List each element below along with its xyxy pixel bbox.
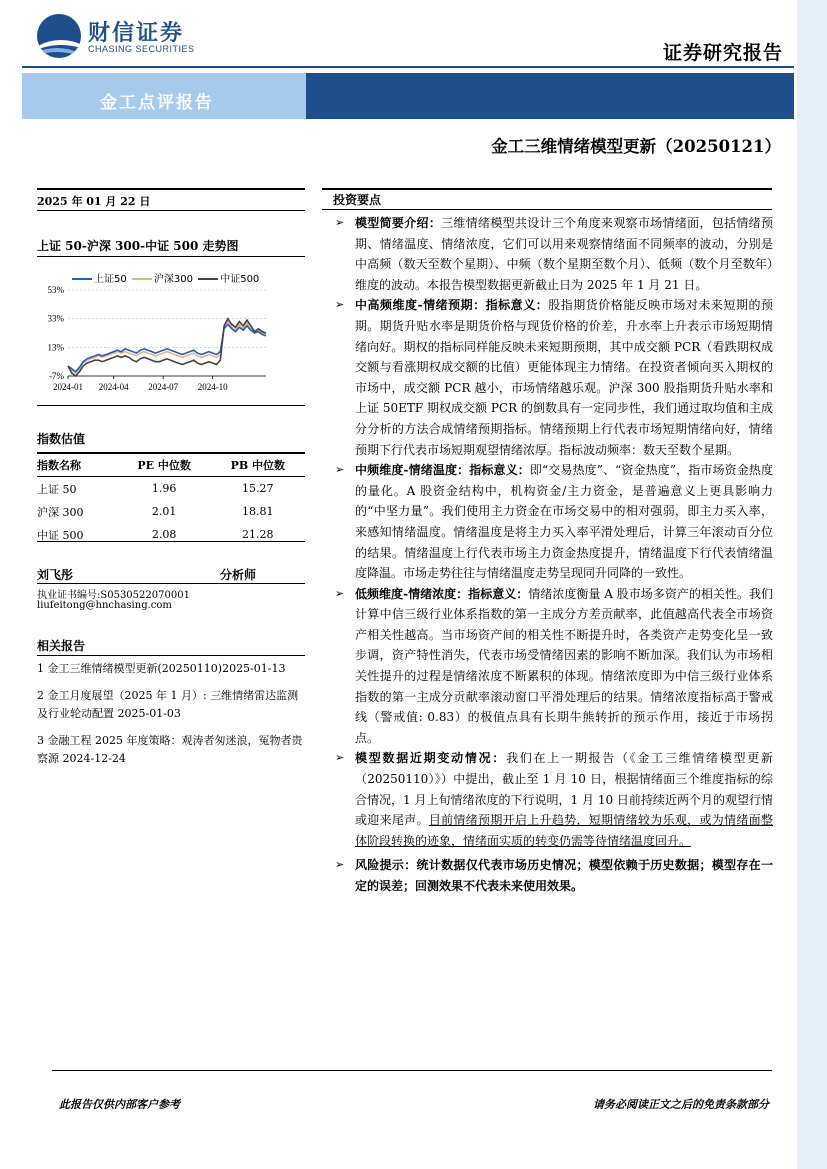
legend-item-3: 中证500: [198, 270, 259, 285]
table-cell: 15.27: [242, 482, 274, 495]
legend-item-1: 上证50: [72, 270, 127, 285]
related-report-item[interactable]: 1 金工三维情绪模型更新(20250110)2025-01-13: [37, 662, 286, 675]
bullet-sentiment-concentration: ➢ 低频维度-情绪浓度：指标意义：情绪浓度衡量 A 股市场多资产的相关性。我们计算中信三级行业体系指数的第一主成分方差贡献率，此值越高代表全市场资产相关性越高。当市场资产间的相关性不断提升时，各类资产走势变化呈一致步调，资产特性消失，代表市场受情绪因素的影响不断加深。我们认为市场相关性提升的过程是情绪浓度不断累积的体现。情绪浓度即为中信三级行业体系指数的第一主成分贡献率滚动窗口平滑处理后的结果。情绪浓度指标高于警戒线（警戒值: 0.83）的极值点具有长期牛熊转折的预示作用，接近于市场拐点。: [333, 584, 773, 749]
index-valuation-title: 指数估值: [37, 432, 86, 446]
footer-rule: [52, 1070, 772, 1071]
bullet-sentiment-temperature: ➢ 中频维度-情绪温度：指标意义：即“交易热度”、“资金热度”，指市场资金热度的量化。A 股资金结构中，机构资金/主力资金，是普遍意义上更具影响力的“中坚力量”。我们使用主力资金在市场交易中的相对强弱，即主力买入率，来感知情绪温度。情绪温度是将主力买入率平滑处理后，计算三年滚动百分位的结果。情绪温度上行代表市场主力资金热度提升，情绪温度下行代表情绪温度降温。市场走势往往与情绪温度走势呈现同升同降的一致性。: [333, 460, 773, 584]
table-cell: 1.96: [151, 482, 177, 495]
related-reports-list: [37, 660, 305, 769]
report-title: 金工三维情绪模型更新（20250121）: [491, 137, 781, 156]
table-cell: 2.08: [151, 528, 177, 541]
chart-bottom-rule: [37, 405, 305, 406]
arrow-bullet-icon: ➢: [335, 463, 345, 477]
company-name-en: CHASING SECURITIES: [88, 44, 195, 54]
section-label: 金工点评报告: [100, 93, 214, 113]
x-tick-label: 2024-07: [148, 382, 179, 392]
bullet-risk-warning: ➢ 风险提示：统计数据仅代表市场历史情况；模型依赖于历史数据；模型存在一定的误差；回测效果不代表未来使用效果。: [333, 855, 773, 896]
related-report-item[interactable]: 2 金工月度展望（2025 年 1 月）: 三维情绪雷达监测及行业轮动配置 2025-01-03: [37, 688, 299, 720]
table-row: [37, 523, 305, 546]
analyst-name: 刘飞彤: [37, 568, 74, 582]
table-cell: 上证 50: [37, 482, 77, 496]
table-cell: 中证 500: [37, 528, 84, 542]
footer-disclaimer-left: 此报告仅供内部客户参考: [59, 1098, 180, 1111]
sidebar-top-rule: [37, 188, 305, 190]
key-points-rule: [322, 209, 772, 210]
key-points-title: 投资要点: [333, 193, 382, 207]
bullet-sentiment-expectation: ➢ 中高频维度-情绪预期：指标意义：股指期货价格能反映市场对未来短期的预期。期货升贴水率是期货价格与现货价格的价差，升水率上升表示市场短期情绪向好。期权的指标同样能反映未来短期预期，其中成交额 PCR（看跌期权成交额与看涨期权成交额的比值）更能体现主力情绪。在投资者倾向买入期权的市场中，成交额 PCR 越小，市场情绪越乐观。沪深 300 股指期货升贴水率和上证 50ETF 期权成交额 PCR 的倒数具有一定同步性，我们通过取均值和主成分分析的方法合成情绪预期指标。情绪预期上行代表市场短期情绪向好，情绪预期下行代表市场短期观望情绪浓厚。指标波动频率：数天至数个星期。: [333, 295, 773, 460]
report-date: 2025 年 01 月 22 日: [37, 195, 151, 208]
y-tick-label: -7%: [49, 371, 64, 381]
chart-legend: [72, 270, 261, 285]
arrow-bullet-icon: ➢: [335, 751, 345, 765]
sidebar-date-rule: [37, 210, 305, 211]
table-row: [37, 477, 305, 501]
y-tick-label: 13%: [47, 342, 64, 353]
related-reports-title: 相关报告: [37, 639, 86, 653]
related-report-item[interactable]: 3 金融工程 2025 年度策略：观涛者匆迷浪，冤物者贵察源 2024-12-24: [37, 733, 303, 765]
section-band-right: [306, 73, 794, 119]
analyst-license: 执业证书编号:S0530522070001: [37, 590, 190, 601]
company-name-cn: 财信证券: [88, 21, 185, 46]
right-margin-strip: [797, 0, 827, 1169]
chart-title-rule: [37, 256, 305, 257]
index-valuation-table: [37, 452, 305, 546]
related-reports-rule: [37, 655, 305, 656]
bullet-recent-changes: ➢ 模型数据近期变动情况：我们在上一期报告（《金工三维情绪模型更新（20250110）》）中提出，截止至 1 月 10 日，根据情绪面三个维度指标的综合情况，1 月上旬情绪浓度的下行说明，1 月 10 日前持续近两个月的观望行情或迎来尾声。目前情绪预期开启上升趋势，短期情绪较为乐观，或为情绪面整体阶段转换的迹象，情绪面实质的转变仍需等待情绪温度回升。: [333, 748, 773, 851]
table-row: [37, 500, 305, 523]
x-tick-label: 2024-10: [197, 382, 228, 392]
table-header-pb: PB 中位数: [211, 453, 305, 477]
chart-title: 上证 50-沪深 300-中证 500 走势图: [37, 239, 239, 253]
footer-disclaimer-right: 请务必阅读正文之后的免责条款部分: [593, 1098, 769, 1111]
table-cell: 21.28: [242, 528, 274, 541]
table-header-pe: PE 中位数: [118, 453, 211, 477]
table-header-name: 指数名称: [37, 453, 118, 477]
analyst-rule: [37, 583, 305, 584]
arrow-bullet-icon: ➢: [335, 298, 345, 312]
table-cell: 沪深 300: [37, 505, 84, 519]
document-type: 证券研究报告: [662, 42, 783, 64]
index-trend-chart: [34, 284, 274, 400]
arrow-bullet-icon: ➢: [335, 858, 345, 872]
key-points-list: [333, 213, 773, 897]
analyst-email[interactable]: liufeitong@hnchasing.com: [37, 600, 172, 611]
table-header-row: [37, 453, 305, 477]
arrow-bullet-icon: ➢: [335, 586, 345, 600]
y-tick-label: 33%: [47, 313, 64, 324]
y-tick-label: 53%: [47, 285, 64, 295]
bullet-model-intro: ➢ 模型简要介绍：三维情绪模型共设计三个角度来观察市场情绪面，包括情绪预期、情绪温度、情绪浓度，它们可以用来观察情绪面不同频率的波动，分别是中高频（数天至数个星期）、中频（数个星期至数个月）、低频（数个月至数年）维度的波动。本报告模型数据更新截止日为 2025 年 1 月 21 日。: [333, 213, 773, 295]
arrow-bullet-icon: ➢: [335, 216, 345, 229]
header-divider: [22, 66, 794, 68]
company-logo-icon: [37, 14, 81, 58]
series-line-1: [68, 324, 266, 371]
table-bottom-rule: [37, 541, 305, 542]
x-tick-label: 2024-04: [98, 382, 129, 392]
analyst-role: 分析师: [220, 568, 257, 582]
table-cell: 18.81: [242, 505, 274, 518]
table-cell: 2.01: [151, 505, 177, 518]
content-top-rule: [322, 188, 772, 190]
legend-item-2: 沪深300: [132, 270, 193, 285]
x-tick-label: 2024-01: [53, 382, 83, 392]
